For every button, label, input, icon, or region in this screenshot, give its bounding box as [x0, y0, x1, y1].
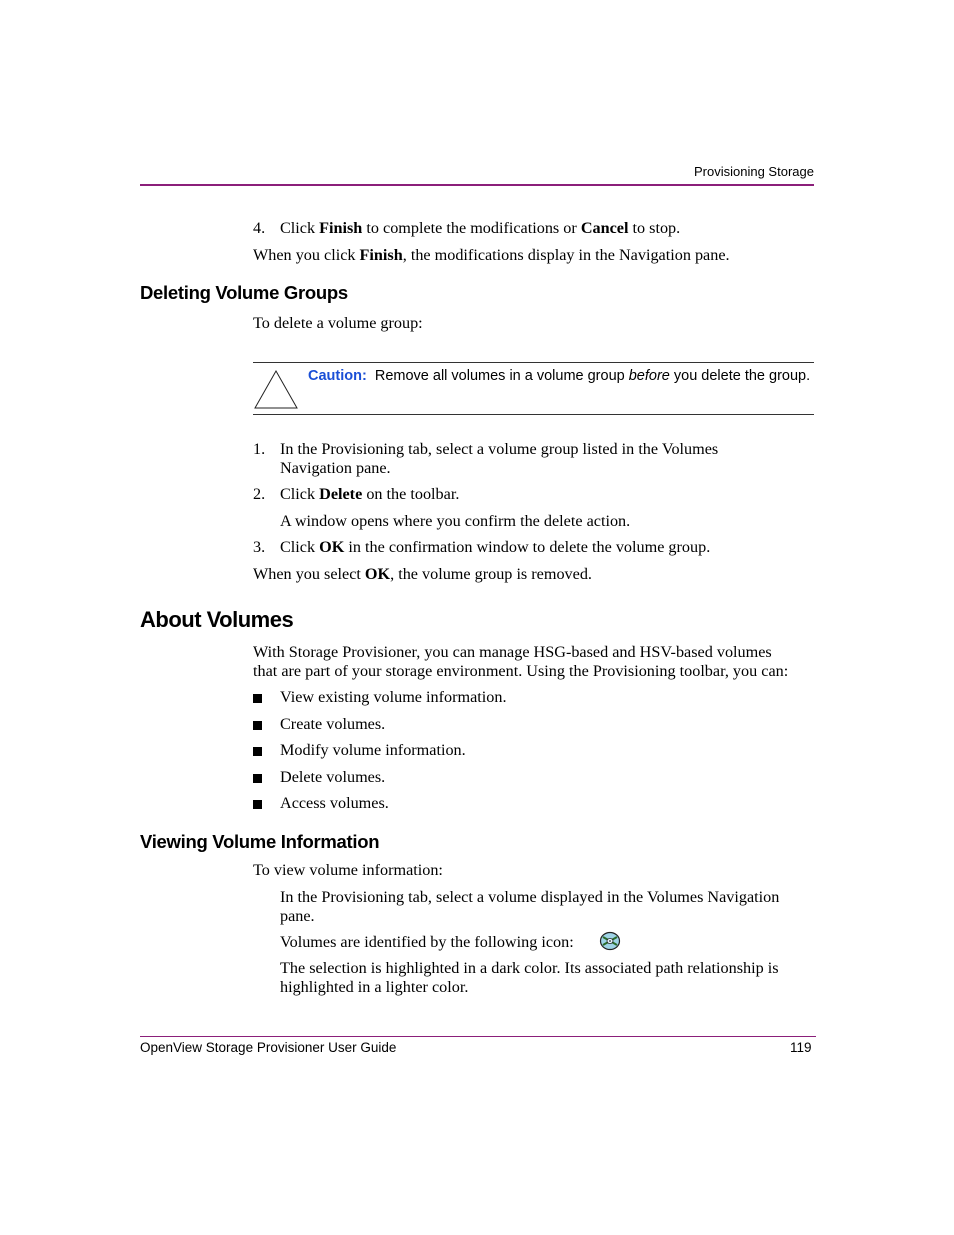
bullet-marker — [253, 800, 262, 809]
running-header: Provisioning Storage — [694, 164, 814, 179]
list-item: Create volumes. — [280, 715, 386, 733]
section-heading: Deleting Volume Groups — [140, 282, 348, 303]
paragraph: With Storage Provisioner, you can manage HSG-based and HSV-based volumes — [253, 643, 772, 661]
footer-rule — [140, 1036, 816, 1037]
step-number: 2. — [253, 485, 266, 503]
bullet-marker — [253, 694, 262, 703]
step-number: 3. — [253, 538, 266, 556]
step-number: 4. — [253, 219, 266, 237]
step-text: In the Provisioning tab, select a volume group listed in the Volumes — [280, 440, 719, 458]
paragraph: To view volume information: — [253, 861, 443, 879]
section-heading: Viewing Volume Information — [140, 831, 380, 852]
step-text: Click Finish to complete the modifications or Cancel to stop. — [280, 219, 681, 237]
list-item: Access volumes. — [280, 794, 389, 812]
list-item: Delete volumes. — [280, 768, 386, 786]
list-item: View existing volume information. — [280, 688, 507, 706]
bullet-marker — [253, 747, 262, 756]
paragraph: that are part of your storage environment. Using the Provisioning toolbar, you can: — [253, 662, 789, 680]
paragraph: In the Provisioning tab, select a volume displayed in the Volumes Navigation — [280, 888, 780, 906]
paragraph: The selection is highlighted in a dark color. Its associated path relationship is — [280, 959, 779, 977]
paragraph: To delete a volume group: — [253, 314, 423, 332]
caution-bottom-rule — [253, 414, 814, 415]
step-note: A window opens where you confirm the delete action. — [280, 512, 631, 530]
header-rule — [140, 184, 814, 186]
chapter-heading: About Volumes — [140, 607, 294, 632]
step-text: Click OK in the confirmation window to delete the volume group. — [280, 538, 711, 556]
step-number: 1. — [253, 440, 266, 458]
volume-disk-icon — [599, 931, 621, 951]
step-text: Click Delete on the toolbar. — [280, 485, 460, 503]
step-text: Navigation pane. — [280, 459, 391, 477]
caution-top-rule — [253, 362, 814, 363]
footer-title: OpenView Storage Provisioner User Guide — [140, 1040, 397, 1055]
list-item: Modify volume information. — [280, 741, 466, 759]
paragraph: pane. — [280, 907, 315, 925]
paragraph: highlighted in a lighter color. — [280, 978, 469, 996]
bullet-marker — [253, 774, 262, 783]
paragraph: Volumes are identified by the following icon: — [280, 933, 574, 951]
caution-label: Caution: — [308, 368, 367, 384]
caution-text: Caution: Remove all volumes in a volume group before you delete the group. — [308, 368, 811, 384]
page-number: 119 — [790, 1040, 812, 1055]
bullet-marker — [253, 721, 262, 730]
paragraph: When you select OK, the volume group is removed. — [253, 565, 592, 583]
warning-triangle-icon — [253, 368, 299, 410]
paragraph: When you click Finish, the modifications display in the Navigation pane. — [253, 246, 730, 264]
